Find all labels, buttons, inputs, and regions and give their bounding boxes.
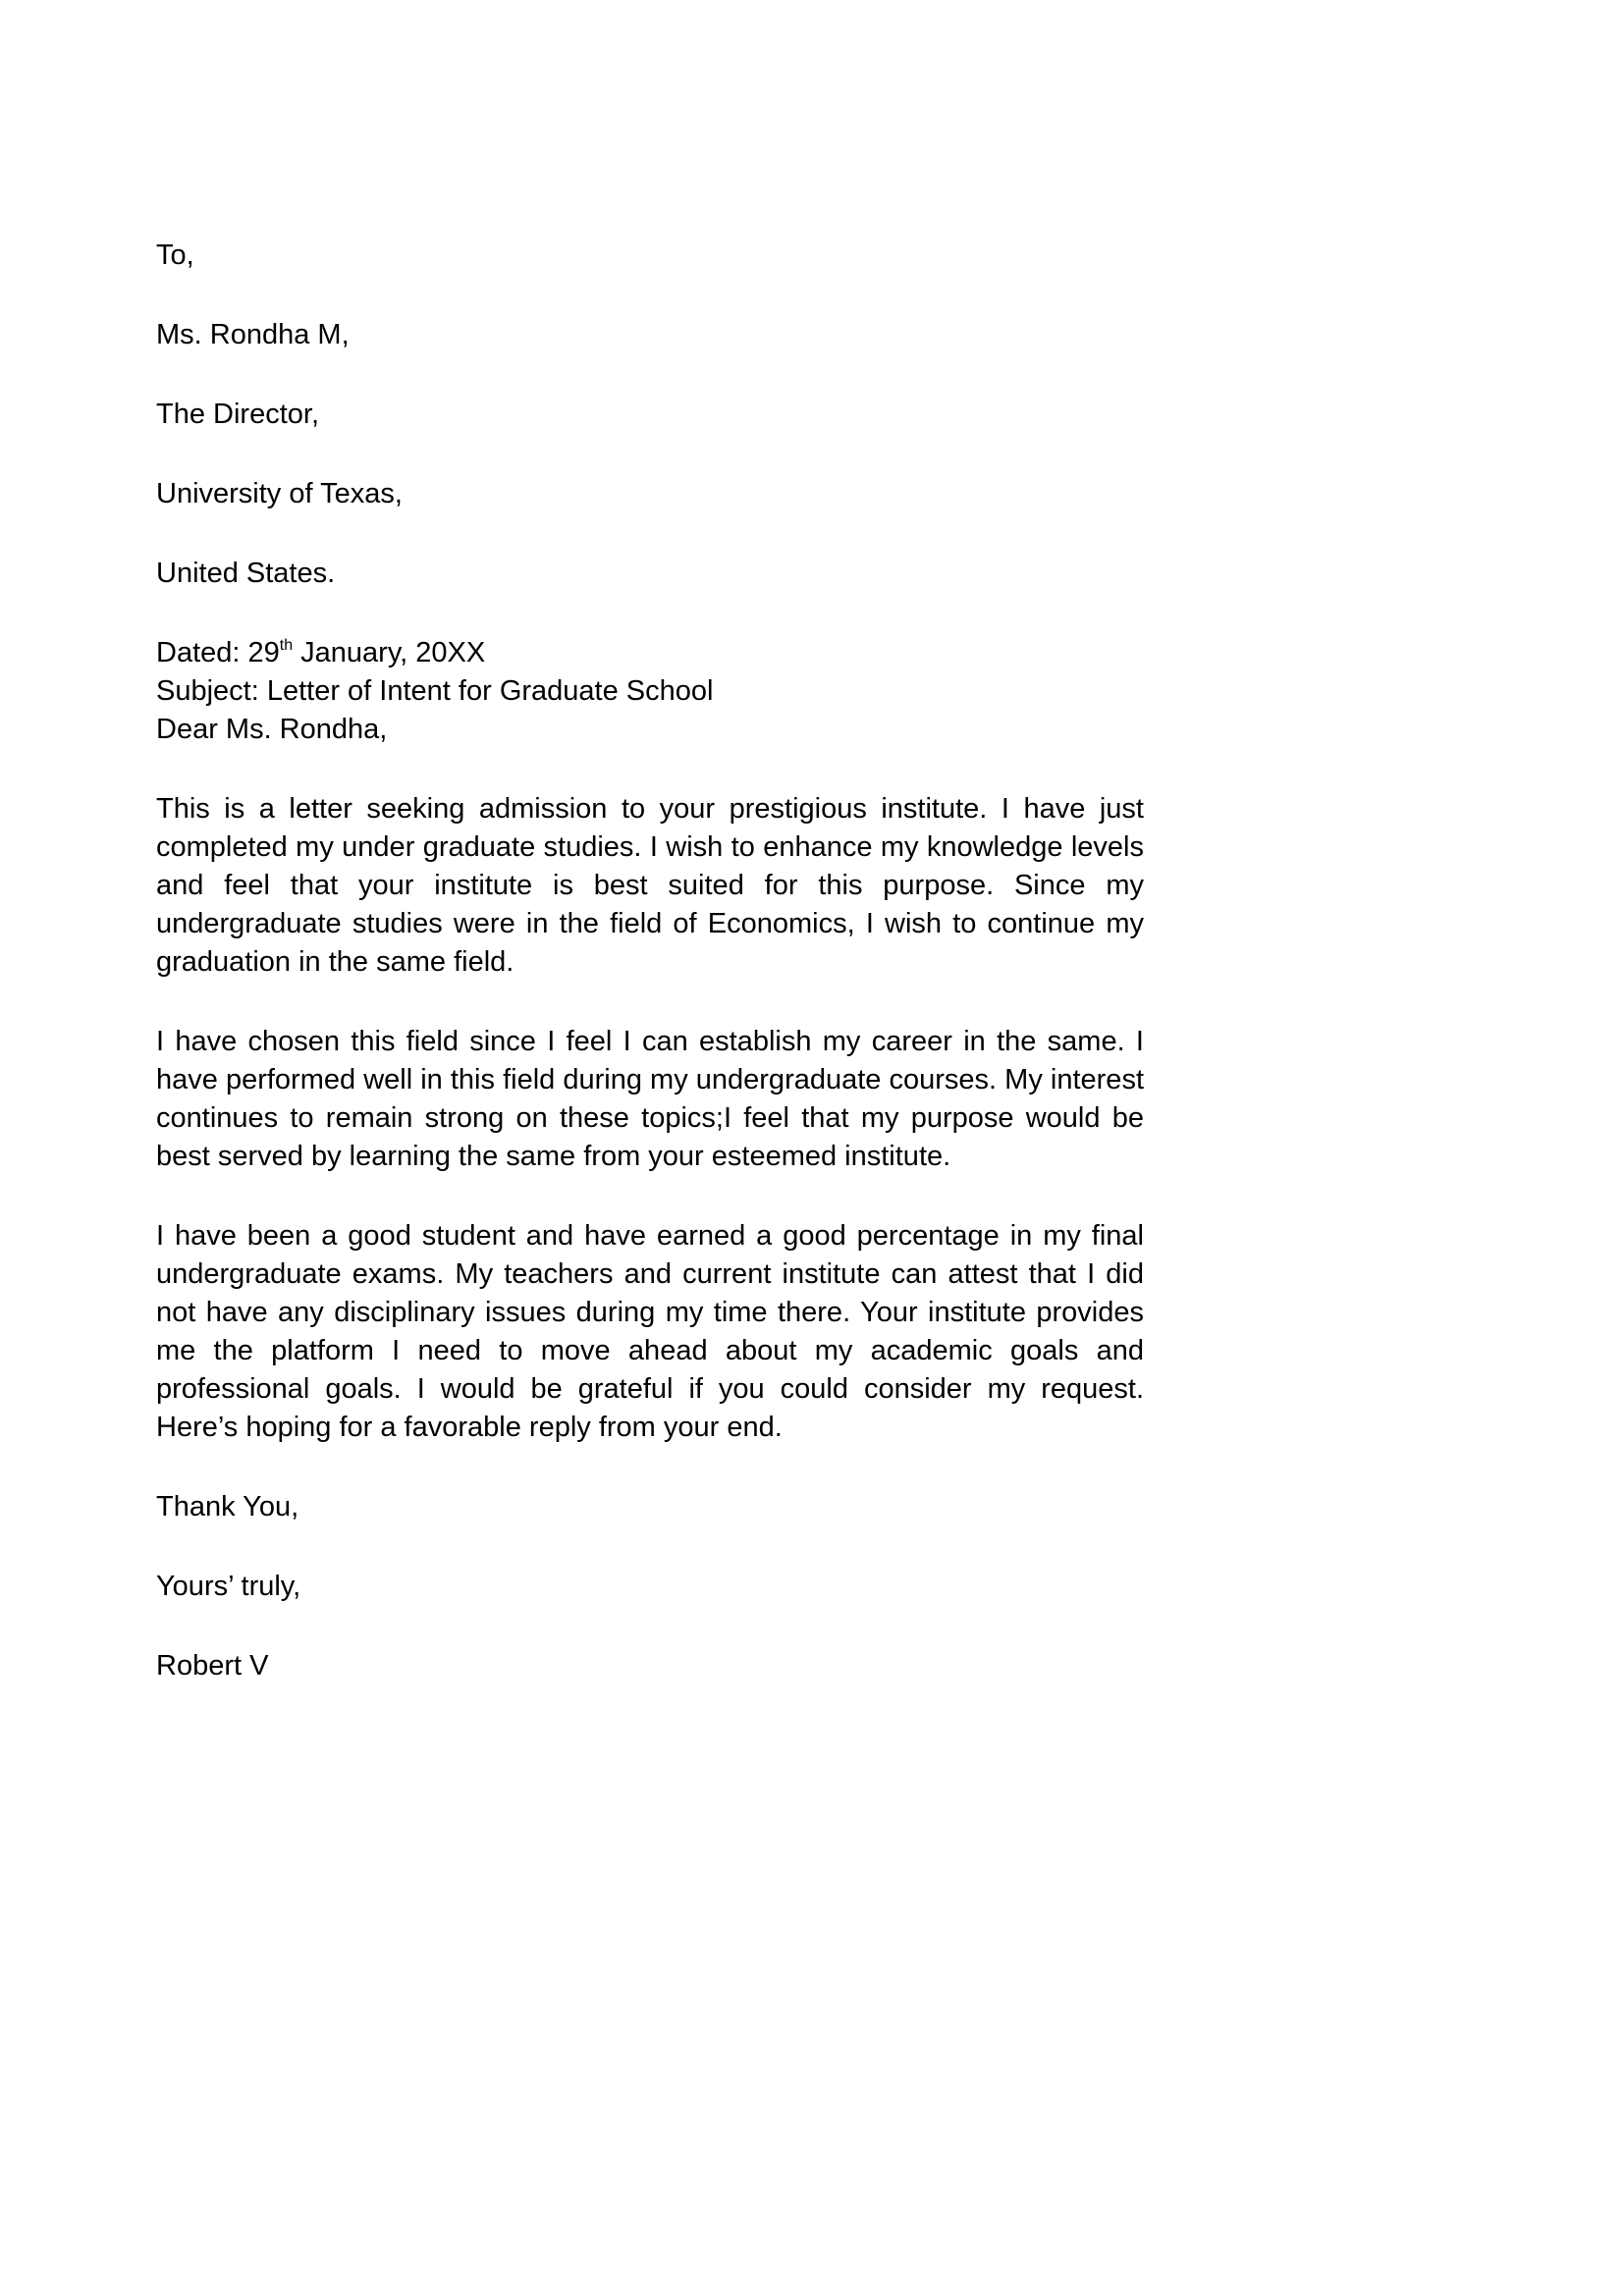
recipient-country: United States. <box>156 558 336 589</box>
date-rest: January, 20XX <box>293 637 486 668</box>
body-paragraph-1: This is a letter seeking admission to your prestigious institute. I have just completed my under graduate studies. I wish to enhance my knowledge levels and feel that your institute is best suited for this purpose. Since my undergraduate studies were in the field of Economics, I wish to continue my graduation in the same field. <box>156 793 1144 978</box>
letter-body <box>156 237 1144 1685</box>
closing-thanks: Thank You, <box>156 1491 299 1522</box>
date-prefix: Dated: 29 <box>156 637 280 668</box>
signature: Robert V <box>156 1650 269 1682</box>
date-line <box>156 634 1144 672</box>
body-paragraph-3: I have been a good student and have earned a good percentage in my final undergraduate exams. My teachers and current institute can attest that I did not have any disciplinary issues during my time there. Your institute provides me the platform I need to move ahead about my academic goals and professional goals. I would be grateful if you could consider my request. Here’s hoping for a favorable reply from your end. <box>156 1220 1144 1443</box>
date-ordinal-suffix: th <box>279 637 294 654</box>
subject-line: Subject: Letter of Intent for Graduate School <box>156 675 714 707</box>
greeting: Dear Ms. Rondha, <box>156 714 388 745</box>
salutation-to: To, <box>156 240 194 271</box>
recipient-title: The Director, <box>156 399 319 430</box>
recipient-name: Ms. Rondha M, <box>156 319 350 350</box>
closing: Yours’ truly, <box>156 1571 301 1602</box>
recipient-organization: University of Texas, <box>156 478 403 509</box>
body-paragraph-2: I have chosen this field since I feel I can establish my career in the same. I have performed well in this field during my undergraduate courses. My interest continues to remain strong on these topics;I feel that my purpose would be best served by learning the same from your esteemed institute. <box>156 1026 1144 1172</box>
